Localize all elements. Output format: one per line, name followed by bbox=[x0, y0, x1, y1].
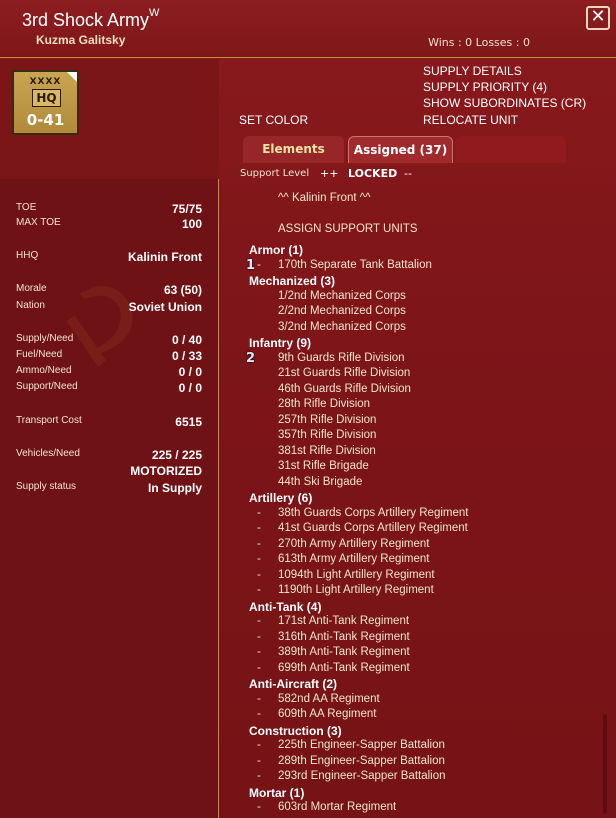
unit-name: 289th Engineer-Sapper Battalion bbox=[278, 755, 445, 767]
support-decrease-button[interactable]: -- bbox=[404, 167, 412, 180]
stat-value: MOTORIZED bbox=[130, 464, 202, 478]
counter-size: XXXX bbox=[29, 77, 62, 87]
stat-value: 63 (50) bbox=[163, 283, 202, 297]
unit-dash: - bbox=[257, 646, 261, 658]
support-unit-row[interactable] bbox=[257, 414, 376, 429]
stat-value: Soviet Union bbox=[128, 300, 202, 314]
hammer-sickle-watermark-icon bbox=[60, 264, 150, 374]
stat-label: Support/Need bbox=[16, 381, 78, 392]
support-unit-row[interactable] bbox=[257, 352, 405, 367]
unit-name: 293rd Engineer-Sapper Battalion bbox=[278, 770, 446, 782]
unit-name: 389th Anti-Tank Regiment bbox=[278, 646, 410, 658]
support-unit-row[interactable] bbox=[257, 259, 432, 274]
unit-name: 603rd Mortar Regiment bbox=[278, 801, 397, 813]
support-unit-row[interactable] bbox=[257, 708, 376, 723]
unit-dash: - bbox=[257, 522, 261, 534]
support-unit-row[interactable] bbox=[257, 801, 396, 816]
support-unit-row[interactable] bbox=[257, 770, 446, 785]
stat-label: Fuel/Need bbox=[16, 349, 63, 360]
unit-name: 381st Rifle Division bbox=[278, 445, 376, 457]
support-unit-row[interactable] bbox=[257, 631, 410, 646]
support-unit-row[interactable] bbox=[257, 755, 445, 770]
support-unit-row[interactable] bbox=[257, 693, 380, 708]
support-unit-row[interactable] bbox=[257, 290, 406, 305]
support-unit-row[interactable] bbox=[257, 507, 468, 522]
show-subordinates-link[interactable]: SHOW SUBORDINATES (CR) bbox=[423, 96, 587, 110]
unit-name: 1094th Light Artillery Regiment bbox=[278, 569, 435, 581]
support-unit-row[interactable] bbox=[257, 321, 406, 336]
marker-badge: 2 bbox=[246, 351, 256, 366]
category-header: Anti-Tank (4) bbox=[249, 600, 322, 614]
unit-name: 257th Rifle Division bbox=[278, 414, 377, 426]
close-icon[interactable]: ✕ bbox=[586, 6, 610, 30]
unit-name: 46th Guards Rifle Division bbox=[278, 383, 411, 395]
unit-dash: - bbox=[257, 631, 261, 643]
support-level-row bbox=[240, 166, 616, 184]
supply-details-link[interactable]: SUPPLY DETAILS bbox=[423, 64, 522, 78]
unit-name: 1190th Light Artillery Regiment bbox=[278, 584, 434, 596]
unit-name: 38th Guards Corps Artillery Regiment bbox=[278, 507, 469, 519]
unit-name: 44th Ski Brigade bbox=[278, 476, 363, 488]
unit-dash: - bbox=[257, 584, 261, 596]
supply-priority-link[interactable]: SUPPLY PRIORITY (4) bbox=[423, 80, 548, 94]
unit-name: 699th Anti-Tank Regiment bbox=[278, 662, 410, 674]
support-unit-row[interactable] bbox=[257, 553, 429, 568]
unit-name: 582nd AA Regiment bbox=[278, 693, 380, 705]
stat-value: 0 / 40 bbox=[171, 333, 202, 347]
unit-name: 613th Army Artillery Regiment bbox=[278, 553, 430, 565]
counter-type: HQ bbox=[32, 89, 61, 107]
stat-label: Transport Cost bbox=[16, 415, 82, 426]
relocate-unit-link[interactable]: RELOCATE UNIT bbox=[423, 113, 519, 127]
unit-name: 3/2nd Mechanized Corps bbox=[278, 321, 406, 333]
unit-name: 270th Army Artillery Regiment bbox=[278, 538, 430, 550]
stat-value: 75/75 bbox=[171, 202, 202, 216]
support-unit-row[interactable] bbox=[257, 646, 410, 661]
unit-dash: - bbox=[257, 708, 261, 720]
window-header bbox=[0, 0, 616, 58]
unit-dash: - bbox=[257, 755, 261, 767]
unit-counter[interactable] bbox=[12, 70, 79, 135]
counter-value: 0-41 bbox=[26, 111, 65, 129]
unit-dash: - bbox=[257, 553, 261, 565]
unit-title: 3rd Shock Army$^W$ bbox=[22, 7, 160, 30]
unit-dash: - bbox=[257, 259, 261, 271]
list-scrollbar[interactable] bbox=[603, 714, 607, 814]
unit-dash: - bbox=[257, 538, 261, 550]
unit-dash: - bbox=[257, 693, 261, 705]
stat-label: Ammo/Need bbox=[16, 365, 72, 376]
unit-name: 357th Rifle Division bbox=[278, 429, 377, 441]
front-link[interactable]: ^^ Kalinin Front ^^ bbox=[278, 192, 371, 204]
support-unit-row[interactable] bbox=[257, 429, 376, 444]
unit-name: 225th Engineer-Sapper Battalion bbox=[278, 739, 445, 751]
category-header: Artillery (6) bbox=[249, 491, 313, 505]
tab-elements[interactable]: Elements bbox=[243, 136, 344, 163]
tab-assigned[interactable]: Assigned (37) bbox=[348, 136, 453, 163]
stat-value: 0 / 0 bbox=[178, 365, 202, 379]
unit-dash: - bbox=[257, 507, 261, 519]
unit-name: 171st Anti-Tank Regiment bbox=[278, 615, 410, 627]
stat-label: Supply/Need bbox=[16, 333, 74, 344]
support-unit-row[interactable] bbox=[257, 460, 369, 475]
support-unit-row[interactable] bbox=[257, 522, 468, 537]
support-locked-toggle[interactable]: LOCKED bbox=[348, 167, 398, 180]
category-header: Armor (1) bbox=[249, 243, 304, 257]
unit-name: 316th Anti-Tank Regiment bbox=[278, 631, 410, 643]
stat-value: 100 bbox=[181, 217, 202, 231]
unit-name: 170th Separate Tank Battalion bbox=[278, 259, 432, 271]
unit-name: 9th Guards Rifle Division bbox=[278, 352, 405, 364]
support-level-label: Support Level bbox=[240, 168, 310, 179]
category-header: Construction (3) bbox=[249, 724, 342, 738]
support-unit-row[interactable] bbox=[257, 662, 410, 677]
unit-dash: - bbox=[257, 615, 261, 627]
support-unit-row[interactable] bbox=[257, 305, 406, 320]
wins-losses: Wins : 0 Losses : 0 bbox=[428, 36, 530, 49]
marker-badge: 1 bbox=[246, 258, 256, 273]
unit-name: 609th AA Regiment bbox=[278, 708, 377, 720]
stat-value: Kalinin Front bbox=[128, 250, 202, 264]
support-unit-row[interactable] bbox=[257, 538, 429, 553]
assign-support-units-button[interactable]: ASSIGN SUPPORT UNITS bbox=[278, 223, 418, 235]
category-header: Mortar (1) bbox=[249, 786, 305, 800]
support-increase-button[interactable]: ++ bbox=[320, 167, 339, 180]
stat-label: Nation bbox=[16, 300, 45, 311]
unit-dash: - bbox=[257, 662, 261, 674]
stat-value: 0 / 33 bbox=[171, 349, 202, 363]
stat-label: Vehicles/Need bbox=[16, 448, 80, 459]
stat-label: MAX TOE bbox=[16, 217, 61, 228]
stat-value: In Supply bbox=[148, 481, 202, 495]
support-unit-row[interactable] bbox=[257, 615, 409, 630]
category-header: Anti-Aircraft (2) bbox=[249, 677, 338, 691]
support-unit-row[interactable] bbox=[257, 569, 435, 584]
category-header: Infantry (9) bbox=[249, 336, 312, 350]
commander-name[interactable]: Kuzma Galitsky bbox=[36, 33, 126, 47]
set-color-link[interactable]: SET COLOR bbox=[239, 113, 309, 127]
category-header: Mechanized (3) bbox=[249, 274, 336, 288]
stat-value: 0 / 0 bbox=[178, 381, 202, 395]
support-unit-row[interactable] bbox=[257, 584, 434, 599]
support-unit-row[interactable] bbox=[257, 398, 370, 413]
unit-name: 28th Rifle Division bbox=[278, 398, 371, 410]
unit-dash: - bbox=[257, 569, 261, 581]
stat-label: Supply status bbox=[16, 481, 77, 492]
stat-value: 6515 bbox=[175, 415, 202, 429]
stat-label: TOE bbox=[16, 202, 37, 213]
stat-label: HHQ bbox=[16, 250, 39, 261]
tab-blank bbox=[455, 136, 566, 163]
support-unit-row[interactable] bbox=[257, 445, 376, 460]
support-unit-row[interactable] bbox=[257, 383, 411, 398]
support-unit-row[interactable] bbox=[257, 739, 445, 754]
unit-name: 1/2nd Mechanized Corps bbox=[278, 290, 406, 302]
unit-stats-panel bbox=[0, 59, 219, 818]
assigned-units-list bbox=[220, 189, 600, 818]
support-unit-row[interactable] bbox=[257, 476, 362, 491]
unit-name: 2/2nd Mechanized Corps bbox=[278, 305, 406, 317]
unit-dash: - bbox=[257, 770, 261, 782]
support-unit-row[interactable] bbox=[257, 367, 410, 382]
stat-label: Morale bbox=[16, 283, 47, 294]
unit-name: 41st Guards Corps Artillery Regiment bbox=[278, 522, 468, 534]
unit-name: 21st Guards Rifle Division bbox=[278, 367, 411, 379]
stat-value: 225 / 225 bbox=[151, 448, 202, 462]
unit-dash: - bbox=[257, 801, 261, 813]
unit-name: 31st Rifle Brigade bbox=[278, 460, 369, 472]
unit-dash: - bbox=[257, 739, 261, 751]
detail-right-panel bbox=[220, 59, 616, 818]
